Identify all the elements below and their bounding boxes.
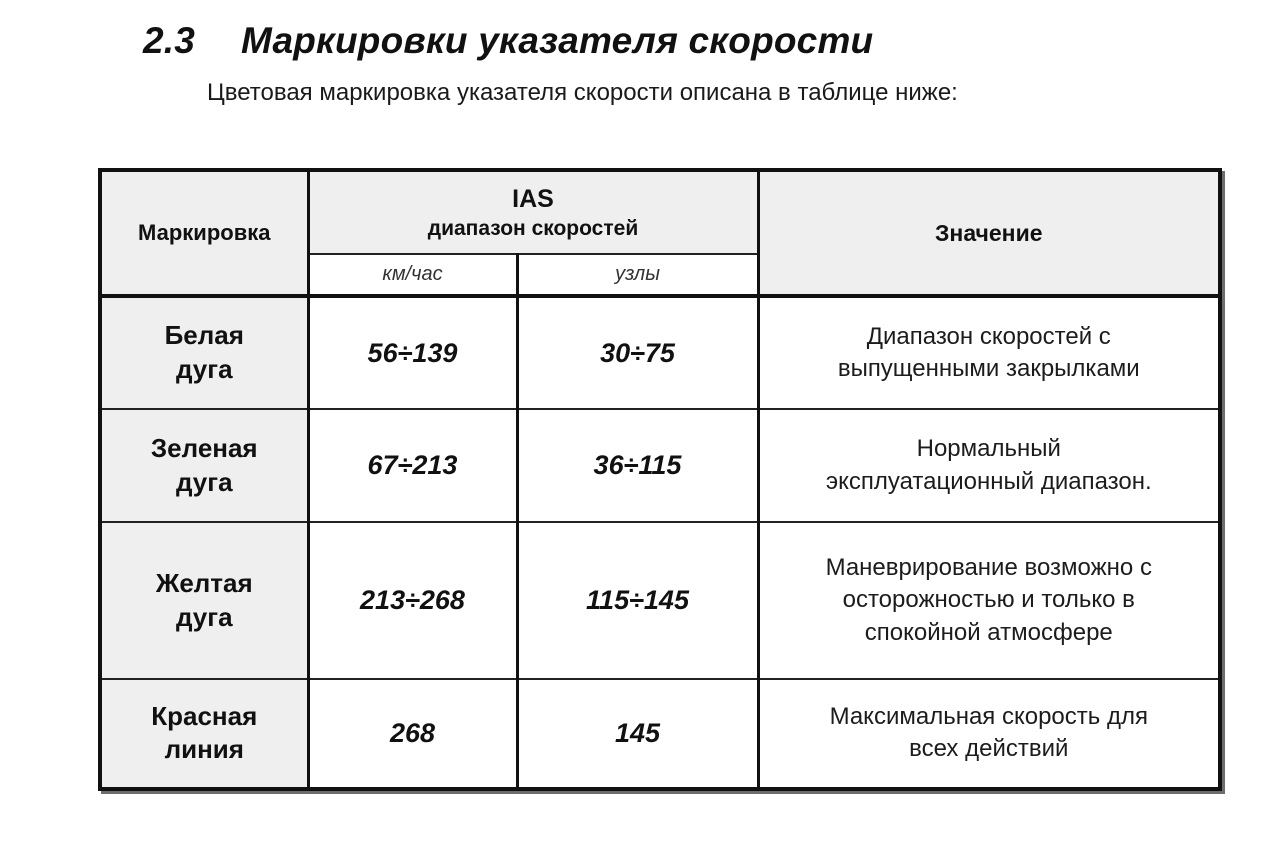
marking-cell-line: дуга <box>175 466 233 497</box>
table-row <box>100 409 1220 522</box>
header-meaning: Значение <box>758 170 1220 296</box>
meaning-cell-line: осторожностью и только в <box>842 586 1135 614</box>
marking-cell-line: Желтая <box>155 567 253 598</box>
meaning-cell-line: Максимальная скорость для <box>829 702 1148 730</box>
marking-cell-line: Зеленая <box>150 433 258 464</box>
speed-kmh-cell: 268 <box>308 679 517 789</box>
meaning-cell <box>758 679 1220 789</box>
marking-cell <box>100 409 308 522</box>
meaning-cell <box>758 522 1220 678</box>
header-ias <box>308 170 758 254</box>
header-row <box>100 170 1220 254</box>
meaning-cell-line: Маневрирование возможно с <box>825 554 1152 581</box>
header-marking: Маркировка <box>100 170 308 296</box>
table-header <box>100 170 1220 296</box>
marking-cell <box>100 679 308 789</box>
meaning-cell <box>758 409 1220 522</box>
meaning-cell <box>758 296 1220 409</box>
table-body <box>100 296 1220 789</box>
marking-cell-line: Белая <box>164 320 244 351</box>
section-number: 2.3 <box>143 20 196 61</box>
marking-cell <box>100 296 308 409</box>
speed-knots-cell: 115÷145 <box>517 522 758 678</box>
speed-knots-cell: 30÷75 <box>517 296 758 409</box>
section-heading <box>143 20 873 62</box>
meaning-cell-line: эксплуатационный диапазон. <box>825 467 1152 495</box>
section-title: Маркировки указателя скорости <box>241 20 874 61</box>
table-row <box>100 679 1220 789</box>
speed-knots-cell: 145 <box>517 679 758 789</box>
airspeed-markings-table <box>98 168 1222 791</box>
marking-cell-line: линия <box>164 734 244 765</box>
meaning-cell-line: всех действий <box>909 735 1069 763</box>
header-unit-kmh: км/час <box>308 254 517 296</box>
meaning-cell-line: спокойной атмосфере <box>864 618 1113 646</box>
header-unit-knots: узлы <box>517 254 758 296</box>
marking-cell-line: Красная <box>151 700 258 731</box>
table-row <box>100 296 1220 409</box>
speed-kmh-cell: 213÷268 <box>308 522 517 678</box>
meaning-cell-line: Диапазон скоростей с <box>866 322 1111 350</box>
header-ias-subtitle: диапазон скоростей <box>427 216 639 240</box>
speed-kmh-cell: 56÷139 <box>308 296 517 409</box>
table-row <box>100 522 1220 678</box>
meaning-cell-line: выпущенными закрылками <box>837 355 1140 383</box>
marking-cell-line: дуга <box>175 354 233 385</box>
intro-text: Цветовая маркировка указателя скорости описана в таблице ниже: <box>207 79 958 106</box>
speed-knots-cell: 36÷115 <box>517 409 758 522</box>
header-ias-title: IAS <box>512 184 554 213</box>
speed-kmh-cell: 67÷213 <box>308 409 517 522</box>
meaning-cell-line: Нормальный <box>916 435 1061 463</box>
marking-cell <box>100 522 308 678</box>
marking-cell-line: дуга <box>175 601 233 632</box>
